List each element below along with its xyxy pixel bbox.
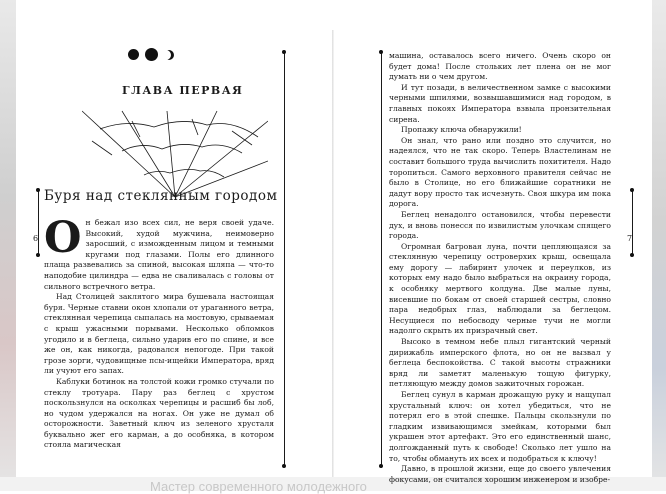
paragraph: И тут позади, в величественном замке с высокими черными шпилями, возвышавшимися над городом, в главных покоях Императора взвыла пронзительная сирена. <box>389 82 611 124</box>
right-page-text <box>389 51 611 485</box>
chapter-title: Буря над стеклянным городом <box>44 188 278 204</box>
moon-icon <box>128 49 139 60</box>
paragraph: Беглец сунул в карман дрожащую руку и нащупал хрустальный ключ: он хотел убедиться, что не потерял его в этой спешке. Пальцы скользнули по гладким извивающимся змейкам, которыми был украшен этот артефакт. Это его единственный шанс, долгожданный путь к свободе! Сколько лет ушло на то, чтобы обмануть их всех и подобраться к ключу! <box>389 390 611 463</box>
margin-dot <box>282 50 286 54</box>
drop-cap: О <box>44 213 82 263</box>
margin-dot <box>630 188 634 192</box>
moon-icon <box>164 50 174 60</box>
background-strip-left <box>0 0 16 491</box>
footer-text: Мастер современного молодежного <box>150 479 367 494</box>
page-number-right: 7 <box>627 234 633 243</box>
chapter-label: ГЛАВА ПЕРВАЯ <box>122 84 244 97</box>
left-page-text <box>44 213 274 451</box>
paragraph: Высоко в темном небе плыл гигантский черный дирижабль имперского флота, но он не вызвал у беглеца беспокойства. С такой высоты стражники вряд ли заметят маленькую тощую фигурку, петляющую между домов зажиточных горожан. <box>389 337 611 389</box>
margin-rule-center-right <box>381 52 382 467</box>
paragraph: Он знал, что рано или поздно это случится, но надеялся, что не так скоро. Теперь Властелинам не составит большого труда вычислить похитителя. Надо торопиться. Самого верховного правителя сейчас не было в Столице, но его ближайшие соратники не дадут вору просто так исчезнуть. Своя шкура им пока дорога. <box>389 135 611 209</box>
paragraph: Пропажу ключа обнаружили! <box>401 125 522 135</box>
first-paragraph <box>44 213 274 292</box>
moons-ornament <box>128 48 174 61</box>
margin-dot <box>379 464 383 468</box>
margin-dot <box>36 188 40 192</box>
margin-rule-right <box>632 190 633 255</box>
paragraph: Каблуки ботинок на толстой кожи громко стучали по стеклу тротуара. Пару раз беглец с хрустом поскользнулся на осколках черепицы и расшиб бы лоб, но чудом удержался на ногах. Он уже не думал об осторожности. Заветный ключ из зеленого хрусталя буквально жег его карман, а до особняка, в котором стояла магическая <box>44 376 274 450</box>
paragraph: Огромная багровая луна, почти цепляющаяся за стеклянную черепицу островерхих крыш, освещала ему дорогу — лабиринт улочек и переулков, из которых ему надо было выбраться на окраину города, к особняку мертвого колдуна. Две малые луны, висевшие по бокам от своей старшей сестры, словно пара недобрых глаз, наблюдали за беглецом. Несущиеся по небосводу черные тучи не могли надолго скрыть их призрачный свет. <box>389 241 611 336</box>
margin-rule-center-left <box>284 52 285 467</box>
margin-dot <box>282 464 286 468</box>
margin-dot <box>630 253 634 257</box>
book-spine <box>332 30 334 477</box>
margin-rule-left <box>38 190 39 255</box>
paragraph: Давно, в прошлой жизни, еще до своего увлечения фокусами, он считался хорошим инженером и изобре- <box>389 464 611 484</box>
paragraph: Над Столицей заклятого мира бушевала настоящая буря. Черные ставни окон хлопали от ураганного ветра, стеклянная черепица сыпалась на мостовую, срываемая с крыш ужасными порывами. Несколько обломков угодило и в беглеца, сильно ударив его по спине, и все же он, как никогда, радовался непогоде. При такой грозе зорги, чудовищные псы-ищейки Императора, вряд ли учуют его запах. <box>44 292 274 376</box>
margin-dot <box>36 253 40 257</box>
page-number-left: 6 <box>33 234 39 243</box>
paragraph: Беглец ненадолго остановился, чтобы перевести дух, и вновь понесся по извилистым улочкам спящего города. <box>389 209 611 241</box>
first-paragraph-text: н бежал изо всех сил, не веря своей удаче. Высокий, худой мужчина, неимоверно заросший, с изможденным лицом и темными кругами под глазами. Полы его длинного плаща развевались за спиной, высокая шляпа — что-то наподобие цилиндра — едва не сваливалась с головы от сильного встречного ветра. <box>44 218 274 291</box>
margin-dot <box>379 50 383 54</box>
moon-icon <box>145 48 158 61</box>
paragraph: машина, оставалось всего ничего. Очень скоро он будет дома! После стольких лет плена он не мог думать ни о чем другом. <box>389 51 611 82</box>
background-strip-right <box>652 0 666 491</box>
